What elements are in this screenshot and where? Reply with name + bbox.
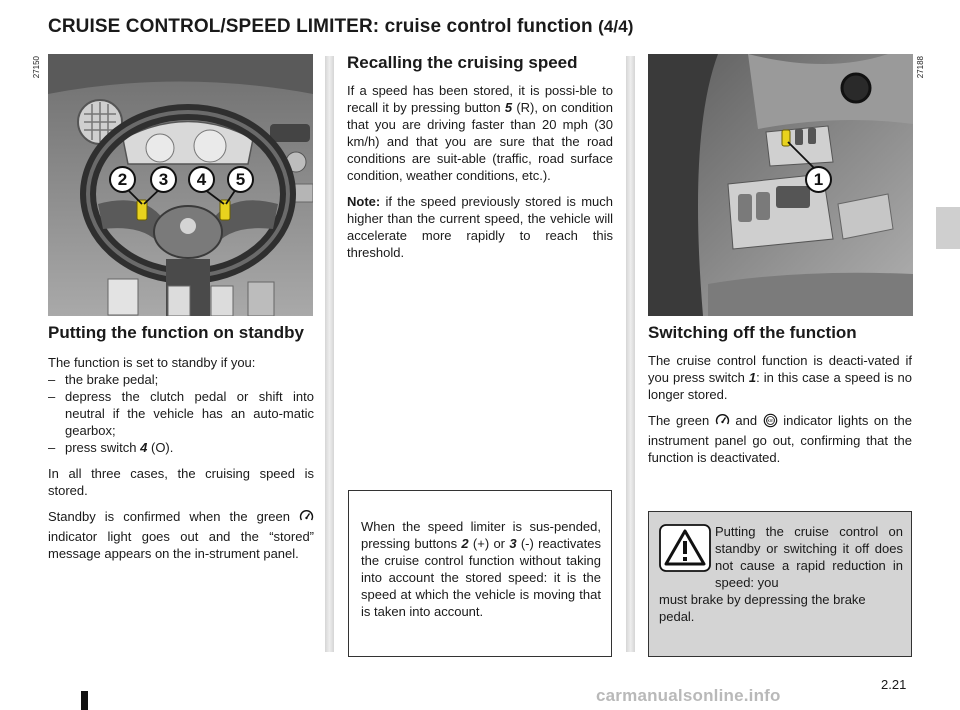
column-divider-left	[325, 56, 334, 652]
cruise-indicator-icon	[299, 509, 314, 528]
standby-item-2: – depress the clutch pedal or shift into neutral if the vehicle has an auto-matic gearbox;	[48, 388, 314, 439]
limiter-note-box	[348, 490, 612, 657]
figure-ref-left: 27150	[32, 56, 41, 79]
switch-panel-illustration	[648, 54, 913, 316]
page-number: 2.21	[881, 677, 907, 692]
callout-2: 2	[109, 166, 136, 193]
standby-item-3: – press switch 4 (O).	[48, 439, 314, 456]
warning-text-full: must brake by depressing the brake pedal.	[659, 592, 866, 624]
switch-off-heading: Switching off the function	[648, 323, 857, 342]
standby-section	[48, 322, 314, 571]
steering-wheel-illustration	[48, 54, 313, 316]
footer-marker	[81, 691, 88, 710]
callout-1: 1	[805, 166, 832, 193]
standby-list	[48, 371, 314, 456]
section-tab	[936, 207, 960, 249]
standby-confirm-text: Standby is confirmed when the green indicator light goes out and the “stored” message appears on the in-strument panel.	[48, 509, 314, 561]
warning-icon	[659, 524, 711, 572]
switch-off-section	[648, 322, 912, 475]
cruise-indicator-icon	[715, 413, 730, 432]
watermark: carmanualsonline.info	[596, 686, 781, 705]
switch-panel-figure	[648, 54, 913, 316]
recall-note: Note: if the speed previously stored is much higher than the current speed, the vehicle will accelerate more rapidly to reach this threshold.	[347, 194, 613, 260]
svg-text:km: km	[767, 418, 774, 424]
speed-limiter-indicator-icon	[763, 413, 778, 432]
recall-text: If a speed has been stored, it is possi-ble to recall it by pressing button 5 (R), on condition that you are driving faster than 20 mph (30 km/h) and that you are sure that the road conditions are suit-able (traffic, road surface condition, weather conditions, etc.).	[347, 83, 613, 183]
standby-heading: Putting the function on standby	[48, 323, 304, 342]
title-main: CRUISE CONTROL/SPEED LIMITER: cruise control function	[48, 16, 593, 37]
title-part: (4/4)	[598, 17, 634, 36]
standby-intro: The function is set to standby if you:	[48, 355, 256, 370]
standby-item-1: – the brake pedal;	[48, 371, 314, 388]
recall-heading: Recalling the cruising speed	[347, 53, 578, 72]
standby-stored-text: In all three cases, the cruising speed is stored.	[48, 466, 314, 498]
recall-section	[347, 52, 613, 270]
switch-off-indicator-text: The green and km indicator lights on the instrument panel go out, confirming that the function is deactivated.	[648, 413, 913, 465]
column-divider-right	[626, 56, 635, 652]
switch-off-text: The cruise control function is deacti-vated if you press switch 1: in this case a speed is no longer stored.	[648, 353, 913, 402]
figure-ref-right: 27188	[916, 56, 925, 79]
limiter-note-text: When the speed limiter is sus-pended, pressing buttons 2 (+) or 3 (-) reactivates the cruise control function without taking into account the stored speed: it is the speed at which the vehicle is moving that is taken into account.	[361, 519, 601, 619]
warning-box	[648, 511, 912, 657]
callout-5: 5	[227, 166, 254, 193]
callout-3: 3	[150, 166, 177, 193]
steering-wheel-figure	[48, 54, 313, 316]
warning-text-lines: Putting the cruise control on standby or switching it off does not cause a rapid reduction in speed: you	[715, 524, 903, 590]
page-title	[48, 16, 634, 38]
callout-4: 4	[188, 166, 215, 193]
